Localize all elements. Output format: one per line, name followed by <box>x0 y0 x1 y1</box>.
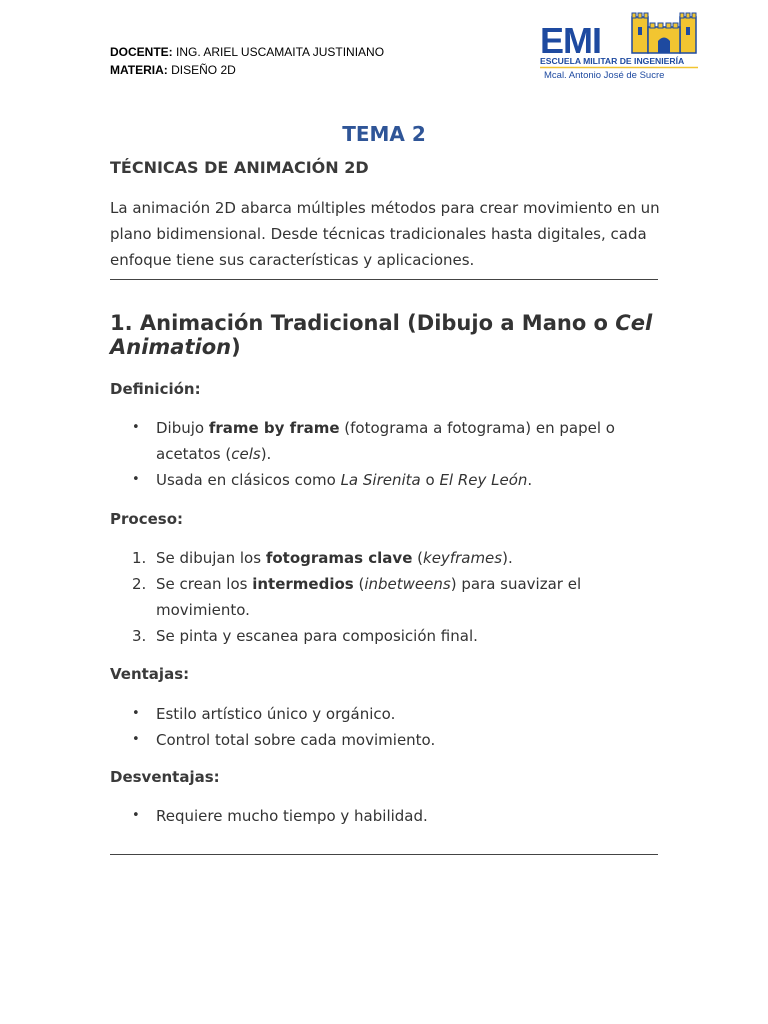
number-marker: 3. <box>132 627 147 645</box>
item-text: Dibujo <box>156 419 209 437</box>
item-text: . <box>527 471 533 489</box>
docente-value: ING. ARIEL USCAMAITA JUSTINIANO <box>176 45 385 59</box>
list-item <box>110 545 660 571</box>
section-heading <box>110 311 670 359</box>
logo-motto: Mcal. Antonio José de Sucre <box>544 70 665 81</box>
divider-top <box>110 279 658 280</box>
docente-line <box>110 43 384 61</box>
list-item <box>110 623 660 649</box>
ventajas-label: Ventajas: <box>110 665 190 683</box>
number-marker: 1. <box>132 549 147 567</box>
item-text: ). <box>260 445 272 463</box>
item-text: Control total sobre cada movimiento. <box>156 731 436 749</box>
item-bold: fotogramas clave <box>265 549 413 567</box>
divider-bottom <box>110 854 658 855</box>
materia-value: DISEÑO 2D <box>171 63 236 77</box>
materia-label: MATERIA: <box>110 63 168 77</box>
list-item <box>110 701 660 727</box>
logo-institution: ESCUELA MILITAR DE INGENIERÍA <box>540 56 685 66</box>
ventajas-list <box>110 701 660 753</box>
item-bold: frame by frame <box>208 419 340 437</box>
topic-title: TEMA 2 <box>342 122 426 146</box>
bullet-marker: • <box>132 472 140 487</box>
item-text: ( <box>353 575 365 593</box>
castle-icon <box>632 13 696 53</box>
list-item <box>110 727 660 753</box>
logo-acronym: EMI <box>540 20 602 61</box>
item-text: Usada en clásicos como <box>156 471 341 489</box>
item-text: (fotograma a fotograma) en papel o acetatos ( <box>156 419 615 463</box>
item-italic: inbetweens <box>364 575 451 593</box>
item-italic: cels <box>231 445 261 463</box>
item-italic: keyframes <box>423 549 503 567</box>
topic-subtitle: TÉCNICAS DE ANIMACIÓN 2D <box>110 158 369 177</box>
item-text: ). <box>502 549 513 567</box>
definicion-list <box>110 415 660 493</box>
emi-logo <box>540 11 700 83</box>
item-text: Requiere mucho tiempo y habilidad. <box>156 807 428 825</box>
section-heading-text: 1. Animación Tradicional (Dibujo a Mano o <box>110 311 616 335</box>
list-item <box>110 415 660 467</box>
desventajas-list <box>110 803 660 829</box>
item-italic: El Rey León <box>439 471 528 489</box>
bullet-marker: • <box>132 706 140 721</box>
materia-line <box>110 61 384 79</box>
bullet-marker: • <box>132 732 140 747</box>
document-header <box>110 43 384 79</box>
item-text: ) para suavizar el movimiento. <box>156 575 582 619</box>
list-item <box>110 467 660 493</box>
section-heading-end: ) <box>231 335 241 359</box>
proceso-label: Proceso: <box>110 510 183 528</box>
list-item <box>110 803 660 829</box>
item-text: Estilo artístico único y orgánico. <box>156 705 396 723</box>
item-italic: La Sirenita <box>340 471 421 489</box>
item-text: Se crean los <box>156 575 253 593</box>
definicion-label: Definición: <box>110 380 201 398</box>
list-item <box>110 571 660 623</box>
proceso-list <box>110 545 660 649</box>
desventajas-label: Desventajas: <box>110 768 220 786</box>
item-bold: intermedios <box>252 575 354 593</box>
docente-label: DOCENTE: <box>110 45 173 59</box>
item-text: Se pinta y escanea para composición final. <box>156 627 478 645</box>
bullet-marker: • <box>132 808 140 823</box>
section-heading-italic: Cel Animation <box>110 311 653 359</box>
bullet-marker: • <box>132 420 140 435</box>
intro-paragraph: La animación 2D abarca múltiples métodos para crear movimiento en un plano bidimensional. Desde técnicas tradicionales hasta digitales, cada enfoque tiene sus características y aplicaciones. <box>110 199 660 269</box>
item-text: Se dibujan los <box>156 549 266 567</box>
item-text: ( <box>412 549 424 567</box>
item-text: o <box>420 471 440 489</box>
number-marker: 2. <box>132 575 147 593</box>
